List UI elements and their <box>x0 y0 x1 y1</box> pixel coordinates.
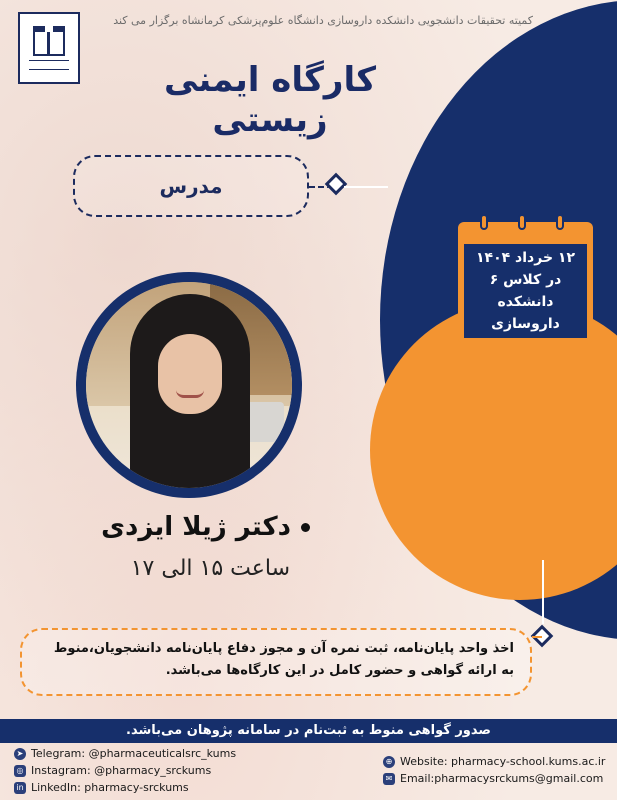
instagram-icon: ◎ <box>14 765 26 777</box>
connector-line <box>542 560 544 624</box>
contact-linkedin[interactable]: in LinkedIn: pharmacy-srckums <box>14 781 189 794</box>
contact-telegram[interactable]: ➤ Telegram: @pharmaceuticalsrc_kums <box>14 747 236 760</box>
instructor-name-text: دکتر ژیلا ایزدی <box>101 512 291 542</box>
instructor-photo <box>86 282 292 488</box>
event-room: در کلاس ۶ <box>489 272 562 288</box>
certificate-banner: صدور گواهی منوط به ثبت‌نام در سامانه پژوهان می‌باشد. <box>0 719 617 743</box>
university-logo <box>18 12 80 84</box>
calendar-icon <box>458 222 593 344</box>
website-icon: ⊕ <box>383 756 395 768</box>
organizer-note: کمیته تحقیقات دانشجویی دانشکده داروسازی دانشگاه علوم‌پزشکی کرمانشاه برگزار می کند <box>113 14 533 27</box>
workshop-time: ساعت ۱۵ الی ۱۷ <box>130 556 290 581</box>
calendar-ring <box>518 214 526 230</box>
email-icon: ✉ <box>383 773 395 785</box>
contact-instagram[interactable]: ◎ Instagram: @pharmacy_srckums <box>14 764 211 777</box>
instructor-label-pill <box>73 155 309 217</box>
bullet-icon <box>301 523 310 532</box>
instructor-label: مدرس <box>159 174 223 198</box>
logo-emblem-icon <box>27 22 71 74</box>
calendar-ring <box>556 214 564 230</box>
event-location: دانشکده داروسازی <box>491 294 560 332</box>
connector-line <box>344 186 388 188</box>
contact-email[interactable]: ✉ Email:pharmacysrckums@gmail.com <box>383 772 603 785</box>
linkedin-icon: in <box>14 782 26 794</box>
contacts-section <box>0 745 617 800</box>
calendar-ring <box>480 214 488 230</box>
instructor-photo-frame <box>76 272 302 498</box>
instructor-name <box>70 512 310 542</box>
requirement-note: اخذ واحد پایان‌نامه، ثبت نمره آن و مجوز دفاع پایان‌نامه دانشجویان،منوط به ارائه گواهی و حضور کامل در این کارگاه‌ها می‌باشد. <box>20 628 532 696</box>
contact-website[interactable]: ⊕ Website: pharmacy-school.kums.ac.ir <box>383 755 605 768</box>
event-date: ۱۲ خرداد ۱۴۰۴ <box>476 250 575 266</box>
page-title: کارگاه ایمنی زیستی <box>163 60 377 140</box>
telegram-icon: ➤ <box>14 748 26 760</box>
event-date-details <box>464 244 587 338</box>
dashed-connector <box>532 636 542 638</box>
